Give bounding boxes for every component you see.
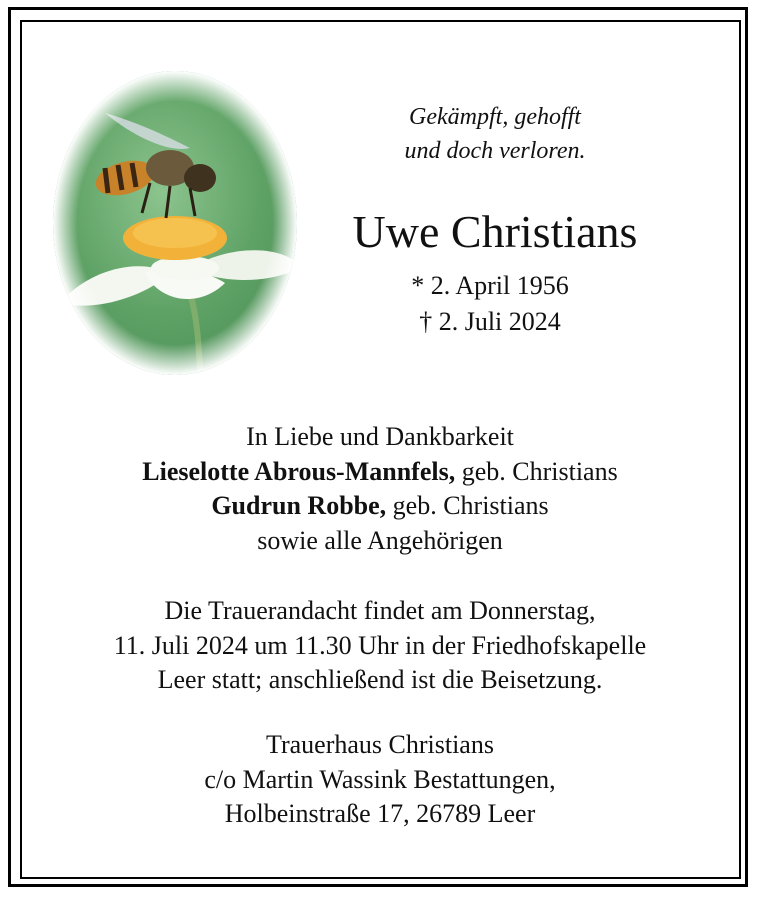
service-line: 11. Juli 2024 um 11.30 Uhr in der Friedhofskapelle bbox=[113, 630, 647, 660]
service-line: Die Trauerandacht findet am Donnerstag, bbox=[164, 596, 596, 625]
verse-line: Gekämpft, gehofft bbox=[409, 104, 581, 130]
death-date: † 2. Juli 2024 bbox=[419, 307, 561, 336]
address-line: Trauerhaus Christians bbox=[266, 730, 494, 759]
memorial-verse bbox=[330, 100, 660, 168]
deceased-name: Uwe Christians bbox=[352, 206, 638, 257]
address-line: c/o Martin Wassink Bestattungen, bbox=[204, 764, 556, 794]
mourners-intro: In Liebe und Dankbarkeit bbox=[246, 422, 514, 451]
mourner-line bbox=[30, 455, 730, 490]
mourner-suffix: geb. Christians bbox=[455, 456, 618, 486]
service-line: Leer statt; anschließend ist die Beisetzung. bbox=[157, 665, 603, 694]
birth-date: * 2. April 1956 bbox=[411, 271, 569, 300]
address-line: Holbeinstraße 17, 26789 Leer bbox=[224, 799, 536, 828]
mourner-name: Lieselotte Abrous-Mannfels, bbox=[142, 456, 456, 486]
mourner-line bbox=[30, 489, 730, 524]
mourner-suffix: geb. Christians bbox=[386, 491, 549, 520]
bee-flower-photo bbox=[50, 68, 300, 378]
mourners-closing: sowie alle Angehörigen bbox=[257, 525, 503, 555]
mourning-address bbox=[30, 728, 730, 832]
mourner-name: Gudrun Robbe, bbox=[211, 491, 387, 520]
life-dates bbox=[340, 268, 640, 340]
mourners-block bbox=[30, 420, 730, 558]
verse-line: und doch verloren. bbox=[404, 138, 586, 164]
service-notice bbox=[30, 594, 730, 698]
